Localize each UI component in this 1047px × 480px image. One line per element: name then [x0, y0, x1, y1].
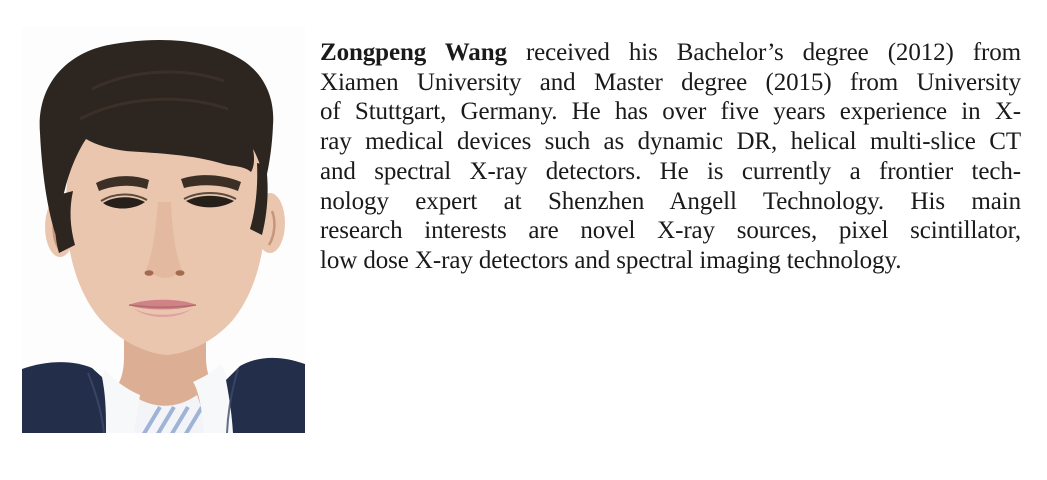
- blazer-left: [22, 362, 106, 433]
- bio-line-8: low dose X-ray detectors and spectral imaging technology.: [320, 246, 902, 274]
- portrait-photo-image: [22, 27, 305, 433]
- bio-line-7: research interests are novel X-ray sources, pixel scintillator,: [320, 217, 1021, 245]
- left-nostril: [145, 270, 154, 276]
- bio-line-4: ray medical devices such as dynamic DR, helical multi-slice CT: [320, 128, 1021, 156]
- bio-line-2: Xiamen University and Master degree (2015) from University: [320, 68, 1021, 96]
- bio-line-1-text: received his Bachelor’s degree (2012) from: [525, 39, 1021, 66]
- author-photo: [22, 27, 305, 433]
- bio-line-5: and spectral X-ray detectors. He is currently a frontier tech-: [320, 157, 1021, 185]
- bio-line-1: [320, 38, 1021, 68]
- bio-line-3: of Stuttgart, Germany. He has over five years experience in X-: [320, 98, 1021, 126]
- author-name: Zongpeng Wang: [320, 39, 507, 66]
- bio-line-6: nology expert at Shenzhen Angell Technology. His main: [320, 187, 1021, 215]
- bio-paragraph: [320, 38, 1021, 276]
- right-nostril: [176, 270, 185, 276]
